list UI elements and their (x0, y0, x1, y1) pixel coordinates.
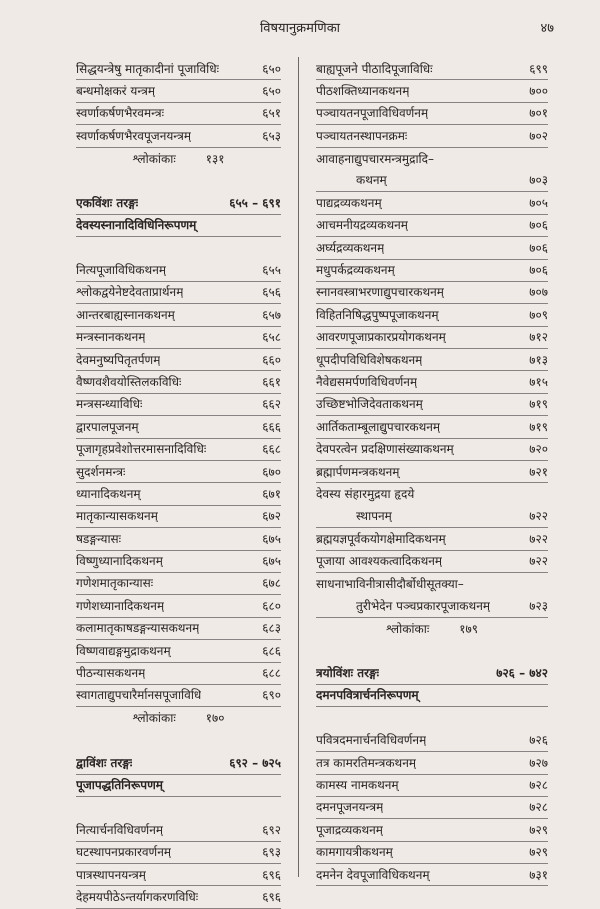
entry-page: ६७८ (262, 576, 281, 591)
page-header (0, 18, 600, 42)
entry-page: ७०६ (529, 218, 548, 233)
section-title: द्वाविंशः तरङ्गः (76, 755, 133, 770)
section-subtitle: पूजापद्धतिनिरूपणम् (76, 775, 281, 797)
section-heading (76, 752, 281, 774)
entry-page: ७२८ (529, 778, 548, 792)
toc-entry (76, 282, 281, 304)
entry-page: ७२९ (529, 845, 548, 860)
entry-page: ७२२ (529, 509, 548, 524)
entry-page: ७०२ (529, 128, 548, 143)
entry-title: देवमनुष्यपितृतर्पणम् (76, 352, 161, 367)
entry-title: बन्धमोक्षकरं यन्त्रम् (76, 83, 156, 98)
entry-title: कामगायत्रीकथनम् (316, 845, 393, 860)
section-title: त्रयोविंशः तरङ्गः (316, 666, 380, 681)
entry-page: ६५३ (262, 128, 281, 143)
entry-page: ६५० (262, 83, 281, 98)
toc-entry (76, 327, 281, 349)
spacer (76, 730, 281, 752)
sloka-label: श्लोकांकाः (386, 621, 430, 636)
entry-page: ६९२ (262, 822, 281, 837)
toc-entry (76, 416, 281, 438)
toc-entry (316, 80, 548, 102)
entry-page: ७२७ (529, 755, 548, 770)
entry-page: ७०० (529, 83, 548, 98)
toc-entry (76, 595, 281, 617)
entry-title: ध्यानादिकथनम् (76, 486, 141, 501)
entry-title: कलामातृकाषडङ्गन्यासकथनम् (76, 621, 200, 636)
sloka-number: १७० (205, 711, 225, 726)
section-title: एकविंशः तरङ्गः (76, 195, 139, 210)
entry-page: ६९६ (262, 889, 281, 904)
entry-title: सिद्धयन्त्रेषु मातृकादीनां पूजाविधिः (76, 61, 220, 76)
entry-title: दमनपूजनयन्त्रम् (316, 800, 384, 815)
entry-title: स्नानवस्त्राभरणाद्युपचारकथनम् (316, 285, 444, 300)
entry-title: स्वर्णाकर्षणभैरवपूजनयन्त्रम् (76, 128, 192, 143)
entry-page: ७०७ (529, 285, 548, 300)
toc-entry-line1: आवाहनाद्युपचारमन्त्रमुद्रादि– (316, 151, 435, 166)
entry-title: उच्छिष्टभोजिदेवताकथनम् (316, 397, 423, 412)
section-heading (76, 192, 281, 214)
entry-page: ६५६ (262, 285, 281, 300)
column-divider (298, 57, 299, 877)
toc-entry (76, 573, 281, 595)
toc-entry (76, 58, 281, 80)
toc-entry (76, 640, 281, 662)
entry-page: ६५१ (262, 106, 281, 121)
entry-title: तत्र कामरतिमन्त्रकथनम् (316, 755, 417, 770)
left-column (76, 58, 281, 909)
entry-title: श्लोकद्वयेनेष्टदेवताप्रार्थनम् (76, 285, 184, 300)
toc-entry (76, 886, 281, 908)
entry-page: ६५८ (262, 330, 281, 345)
entry-title: पाद्यद्रव्यकथनम् (316, 195, 382, 210)
entry-page: ६७१ (262, 486, 281, 501)
entry-title: स्थापनम् (356, 509, 392, 524)
entry-page: ६९६ (262, 867, 281, 882)
entry-page: ७०९ (529, 307, 548, 322)
right-column (316, 58, 548, 886)
toc-entry (76, 461, 281, 483)
section-heading (316, 663, 548, 685)
entry-title: आचमनीयद्रव्यकथनम् (316, 218, 408, 233)
toc-entry-line1: देवस्य संहारमुद्रया हृदये (316, 487, 415, 502)
entry-page: ६६१ (262, 374, 281, 389)
entry-page: ६६८ (262, 442, 281, 457)
section-range: ६५५ – ६९१ (229, 195, 281, 210)
toc-entry (76, 125, 281, 147)
toc-entry (316, 192, 548, 214)
toc-entry (76, 80, 281, 102)
entry-title: गणेशध्यानादिकथनम् (76, 598, 165, 613)
entry-page: ७३१ (529, 867, 548, 882)
toc-entry (76, 439, 281, 461)
toc-entry (316, 103, 548, 125)
entry-page: ६७२ (262, 509, 281, 524)
entry-page: ६६६ (262, 419, 281, 434)
toc-entry (316, 349, 548, 371)
spacer (76, 170, 281, 192)
toc-entry (76, 260, 281, 282)
entry-title: पूजाद्रव्यकथनम् (316, 822, 383, 837)
entry-page: ७२२ (529, 531, 548, 546)
entry-page: ७१२ (529, 330, 548, 345)
entry-page: ७२२ (529, 554, 548, 569)
entry-title: देवपरत्वेन प्रदक्षिणासंख्याकथनम् (316, 442, 454, 457)
entry-title: षडङ्गन्यासः (76, 531, 122, 546)
entry-page: ६९९ (529, 61, 548, 76)
entry-page: ७०३ (529, 173, 548, 188)
toc-entry (76, 528, 281, 550)
section-range: ६९२ – ७२५ (229, 755, 281, 770)
entry-title: कामस्य नामकथनम् (316, 778, 399, 792)
entry-page: ७०५ (529, 195, 548, 210)
sloka-count (316, 618, 548, 640)
spacer (76, 797, 281, 819)
toc-entry (76, 819, 281, 841)
toc-entry (316, 327, 548, 349)
entry-title: ब्रह्मार्पणमन्त्रकथनम् (316, 464, 400, 479)
toc-entry-line2 (316, 506, 548, 528)
toc-entry (316, 237, 548, 259)
section-range: ७२६ – ७४२ (496, 666, 548, 681)
spacer (76, 237, 281, 259)
toc-entry (76, 304, 281, 326)
entry-title: पञ्चायतनस्थापनक्रमः (316, 128, 408, 143)
entry-title: पूजाया आवश्यकत्वादिकथनम् (316, 554, 443, 569)
entry-title: आर्तिकताम्बूलाद्युपचारकथनम् (316, 419, 441, 434)
entry-title: पञ्चायतनपूजाविधिवर्णनम् (316, 106, 429, 121)
toc-entry (316, 461, 548, 483)
entry-page: ७२८ (529, 800, 548, 815)
entry-title: पवित्रदमनार्चनविधिवर्णनम् (316, 733, 427, 748)
toc-entry (76, 663, 281, 685)
entry-page: ६५७ (262, 307, 281, 322)
entry-title: नैवेद्यसमर्पणविधिवर्णनम् (316, 374, 418, 389)
entry-page: ७२३ (529, 598, 548, 613)
toc-entry (76, 349, 281, 371)
entry-page: ६९० (262, 688, 281, 703)
entry-title: पीठन्यासकथनम् (76, 666, 146, 681)
entry-title: विष्णुध्यानादिकथनम् (76, 554, 163, 569)
toc-entry-line1: साधनाभाविनीत्रासीदौर्बोधीसूतक्या– (316, 576, 464, 591)
entry-title: पूजागृहप्रवेशोत्तरमासनादिविधिः (76, 442, 207, 457)
toc-entry (76, 371, 281, 393)
entry-page: ७०१ (529, 106, 548, 121)
entry-title: नित्यपूजाविधिकथनम् (76, 263, 167, 278)
entry-page: ७१९ (529, 419, 548, 434)
entry-title: मधुपर्कद्रव्यकथनम् (316, 263, 395, 278)
entry-page: ७२९ (529, 822, 548, 837)
entry-title: आवरणपूजाप्रकारप्रयोगकथनम् (316, 330, 446, 345)
toc-entry (316, 775, 548, 797)
entry-title: पीठशक्तिध्यानकथनम् (316, 83, 410, 98)
entry-title: विष्णवाद्यङ्गमुद्राकथनम् (76, 643, 171, 658)
toc-entry (316, 371, 548, 393)
toc-entry-line2 (316, 170, 548, 192)
entry-title: कथनम् (356, 173, 387, 188)
entry-title: पात्रस्थापनयन्त्रम् (76, 867, 146, 882)
toc-entry (316, 528, 548, 550)
entry-title: स्वागताद्युपचारैर्मानसपूजाविधि (76, 688, 202, 703)
page-title: विषयानुक्रमणिका (259, 21, 341, 36)
entry-title: देहमयपीठेऽन्तर्यागकरणविधिः (76, 889, 199, 904)
sloka-label: श्लोकांकाः (132, 151, 176, 166)
entry-title: स्वर्णाकर्षणभैरवमन्त्रः (76, 106, 165, 121)
toc-entry (316, 752, 548, 774)
entry-page: ६६० (262, 352, 281, 367)
toc-entry (76, 618, 281, 640)
entry-page: ६८८ (262, 666, 281, 681)
entry-page: ७२० (529, 442, 548, 457)
toc-entry (316, 864, 548, 886)
toc-entry (76, 685, 281, 707)
section-subtitle: देवस्यस्नानादिविधिनिरूपणम् (76, 215, 281, 237)
entry-page: ७१९ (529, 397, 548, 412)
sloka-number: १७९ (459, 621, 478, 636)
spacer (316, 707, 548, 729)
toc-entry (76, 506, 281, 528)
entry-page: ७१३ (529, 352, 548, 367)
entry-title: गणेशमातृकान्यासः (76, 576, 154, 591)
sloka-count (76, 707, 281, 729)
entry-title: अर्घ्यद्रव्यकथनम् (316, 240, 385, 255)
entry-title: ब्रह्मयज्ञपूर्वकयोगक्षेमादिकथनम् (316, 531, 446, 546)
entry-title: सुदर्शनमन्त्रः (76, 464, 126, 479)
sloka-count (76, 148, 281, 170)
sloka-number: १३१ (205, 151, 225, 166)
toc-entry (316, 260, 548, 282)
toc-entry (316, 394, 548, 416)
entry-page: ६९३ (262, 845, 281, 860)
toc-entry (316, 730, 548, 752)
toc-entry (76, 842, 281, 864)
entry-page: ७०६ (529, 263, 548, 278)
entry-title: वैष्णवशैवयोस्तिलकविधिः (76, 374, 182, 389)
toc-entry (76, 864, 281, 886)
entry-title: विहितनिषिद्धपुष्पपूजाकथनम् (316, 307, 439, 322)
toc-entry (316, 842, 548, 864)
entry-page: ६७० (262, 464, 281, 479)
entry-page: ७०६ (529, 240, 548, 255)
toc-entry (76, 551, 281, 573)
toc-entry (316, 797, 548, 819)
toc-entry (316, 304, 548, 326)
section-subtitle: दमनपवित्रार्चननिरूपणम् (316, 685, 548, 707)
entry-title: दमनेन देवपूजाविधिकथनम् (316, 867, 430, 882)
entry-title: आन्तरबाह्यस्नानकथनम् (76, 307, 175, 322)
entry-page: ६७५ (262, 531, 281, 546)
entry-page: ६६२ (262, 397, 281, 412)
entry-title: मातृकान्यासकथनम् (76, 509, 158, 524)
entry-page: ७२१ (529, 464, 548, 479)
spacer (316, 640, 548, 662)
entry-page: ६८६ (262, 643, 281, 658)
toc-entry (316, 58, 548, 80)
entry-page: ६७५ (262, 554, 281, 569)
entry-page: ६८० (262, 598, 281, 613)
entry-title: मन्त्रस्नानकथनम् (76, 330, 146, 345)
toc-entry (76, 394, 281, 416)
toc-entry-line2 (316, 595, 548, 617)
toc-entry (76, 483, 281, 505)
entry-page: ६५५ (262, 263, 281, 278)
entry-page: ७१५ (529, 374, 548, 389)
page-number: ४७ (540, 21, 554, 36)
toc-entry (316, 551, 548, 573)
entry-page: ६८३ (262, 621, 281, 636)
entry-title: धूपदीपविधिविशेषकथनम् (316, 352, 423, 367)
entry-title: मन्त्रसन्ध्याविधिः (76, 397, 143, 412)
toc-entry (316, 439, 548, 461)
entry-title: द्वारपालपूजनम् (76, 419, 139, 434)
entry-title: घटस्थापनप्रकारवर्णनम् (76, 845, 172, 860)
toc-entry (76, 103, 281, 125)
sloka-label: श्लोकांकाः (132, 711, 176, 726)
toc-entry (316, 819, 548, 841)
toc-entry (316, 125, 548, 147)
entry-page: ६५० (262, 61, 281, 76)
entry-title: नित्यार्चनविधिवर्णनम् (76, 822, 164, 837)
entry-title: तुरीभेदेन पञ्चप्रकारपूजाकथनम् (356, 598, 491, 613)
toc-entry (316, 282, 548, 304)
toc-entry (316, 416, 548, 438)
entry-title: बाह्यपूजने पीठादिपूजाविधिः (316, 61, 433, 76)
toc-entry (316, 215, 548, 237)
entry-page: ७२६ (529, 733, 548, 748)
